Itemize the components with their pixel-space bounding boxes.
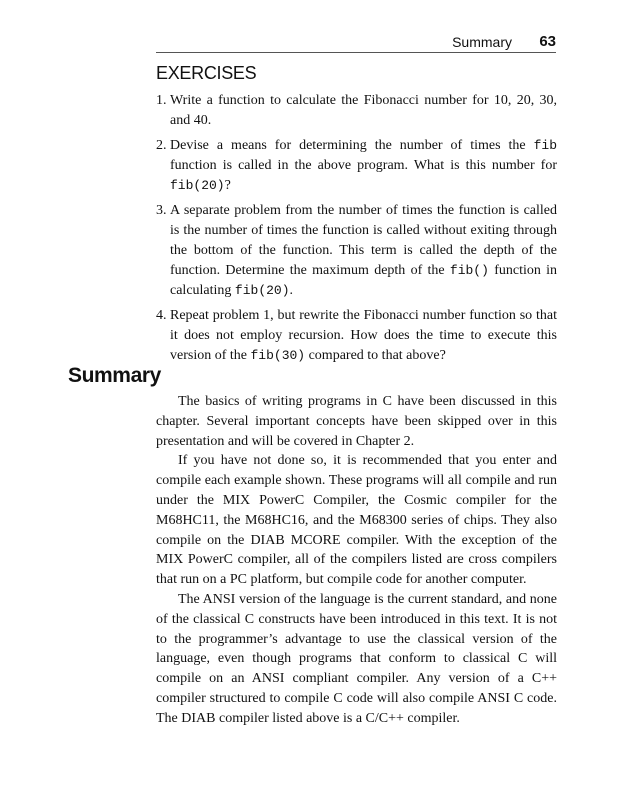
exercise-text: function is called in the above program. What is this number for: [170, 158, 557, 173]
exercise-item: [156, 91, 557, 131]
exercise-number: 3.: [156, 203, 167, 218]
exercise-text: Devise a means for determining the number of times the: [170, 138, 534, 153]
exercise-text: ?: [224, 178, 231, 193]
exercise-item: [156, 306, 557, 366]
exercise-item: [156, 201, 557, 301]
exercise-text: function in calculating: [170, 263, 558, 298]
exercise-text: Repeat problem 1, but rewrite the Fibonacci number function so that it does not employ recursion. How does the time to execute this version of the: [170, 308, 557, 363]
code-text: fib: [533, 138, 557, 153]
exercise-text: compared to that above?: [305, 348, 446, 363]
exercise-text: A separate problem from the number of times the function is called is the number of times the function is called without exiting through the bottom of the function. This term is called the depth of the function. Determine the maximum depth of the: [170, 203, 557, 278]
page-header: [156, 30, 556, 53]
summary-paragraph: If you have not done so, it is recommended that you enter and compile each example shown. These programs will all compile and run under the MIX PowerC Compiler, the Cosmic compiler for the M68HC11, the M68HC16, and the M68300 series of chips. They also compile on the DIAB MCORE compiler. With the exception of the MIX PowerC compiler, all of the compilers listed are cross compilers that run on a PC platform, but compile code for another computer.: [156, 453, 557, 588]
exercises-heading: EXERCISES: [156, 63, 257, 83]
summary-heading: Summary: [68, 364, 161, 387]
code-text: fib(): [449, 263, 489, 278]
summary-paragraph: The ANSI version of the language is the current standard, and none of the classical C constructs have been introduced in this text. It is not to the programmer’s advantage to use the classical version of the language, even though programs that conform to classical C will compile on an ANSI compliant compiler. Any version of a C++ compiler structured to compile C code will also compile ANSI C code. The DIAB compiler listed above is a C/C++ compiler.: [156, 591, 557, 726]
code-text: fib(30): [250, 348, 306, 363]
exercise-text: Write a function to calculate the Fibonacci number for 10, 20, 30, and 40.: [170, 93, 557, 128]
exercise-number: 2.: [156, 138, 167, 153]
exercise-list: [156, 91, 557, 371]
summary-body: [156, 392, 557, 729]
code-text: fib(20): [234, 283, 290, 298]
exercise-text: .: [289, 283, 294, 298]
code-text: fib(20): [170, 178, 225, 193]
exercise-item: [156, 136, 557, 196]
running-title: Summary: [452, 34, 512, 50]
page-number: 63: [539, 33, 556, 50]
exercise-number: 4.: [156, 308, 167, 323]
summary-paragraph: The basics of writing programs in C have been discussed in this chapter. Several important concepts have been skipped over in this presentation and will be covered in Chapter 2.: [156, 394, 557, 449]
exercise-number: 1.: [156, 93, 167, 108]
